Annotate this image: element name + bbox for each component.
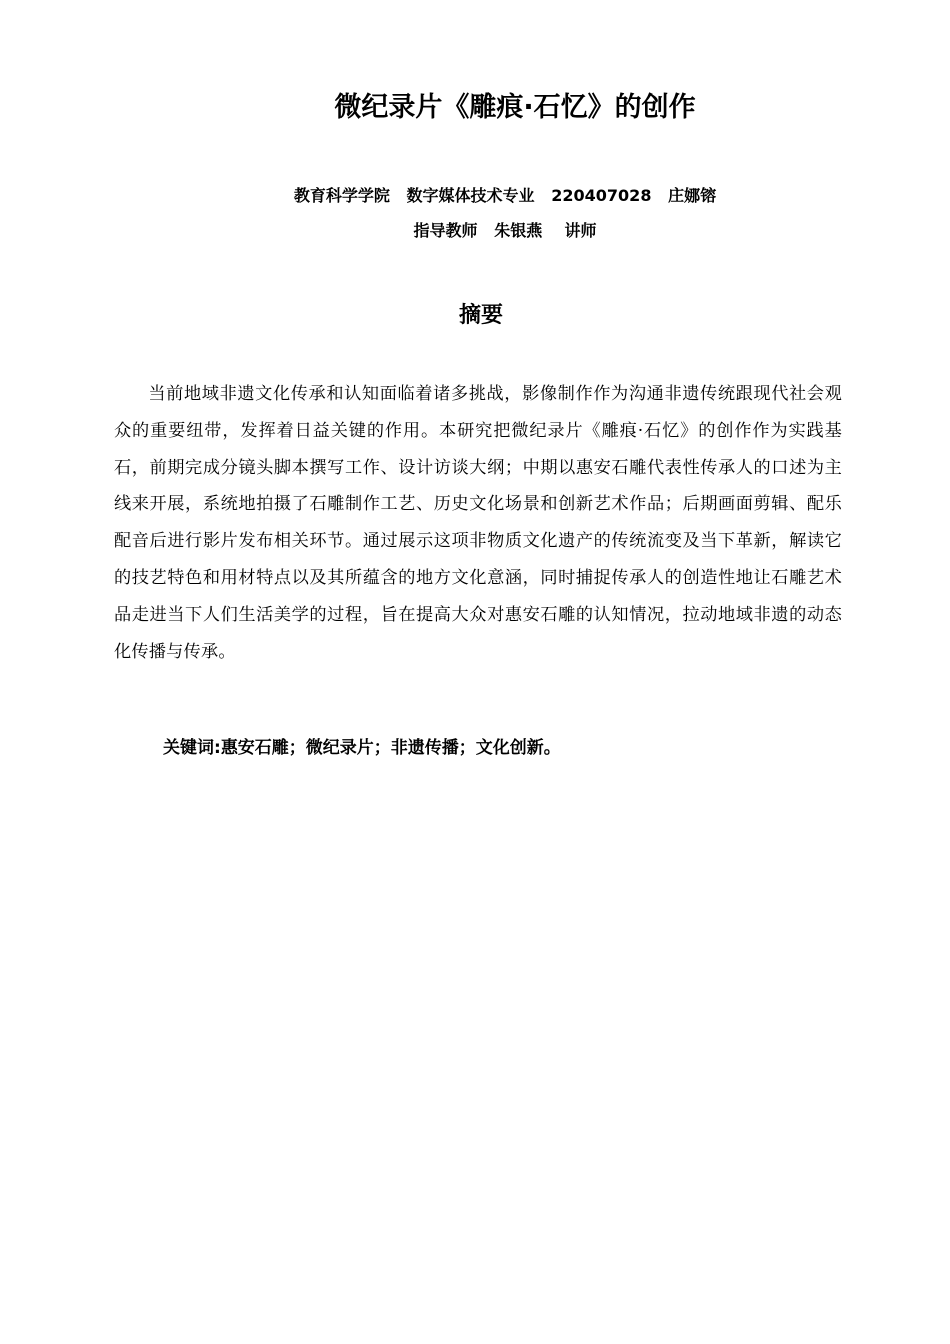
paper-title: 微纪录片《雕痕·石忆》的创作: [334, 92, 696, 123]
keywords-label: 关键词:: [163, 738, 221, 758]
keywords-line: [163, 734, 561, 762]
advisor-info-line: 指导教师 朱银燕 讲师: [413, 221, 597, 240]
keywords-text: 惠安石雕；微纪录片；非遗传播；文化创新。: [220, 738, 561, 758]
abstract-paragraph: 当前地域非遗文化传承和认知面临着诸多挑战，影像制作作为沟通非遗传统跟现代社会观众的重要纽带，发挥着日益关键的作用。本研究把微纪录片《雕痕·石忆》的创作作为实践基石，前期完成分镜头脚本撰写工作、设计访谈大纲；中期以惠安石雕代表性传承人的口述为主线来开展，系统地拍摄了石雕制作工艺、历史文化场景和创新艺术作品；后期画面剪辑、配乐配音后进行影片发布相关环节。通过展示这项非物质文化遗产的传统流变及当下革新，解读它的技艺特色和用材特点以及其所蕴含的地方文化意涵，同时捕捉传承人的创造性地让石雕艺术品走进当下人们生活美学的过程，旨在提高大众对惠安石雕的认知情况，拉动地域非遗的动态化传播与传承。: [114, 384, 842, 662]
author-info-line: 教育科学学院 数字媒体技术专业 220407028 庄娜镕: [293, 186, 717, 205]
abstract-heading: 摘要: [458, 303, 503, 328]
